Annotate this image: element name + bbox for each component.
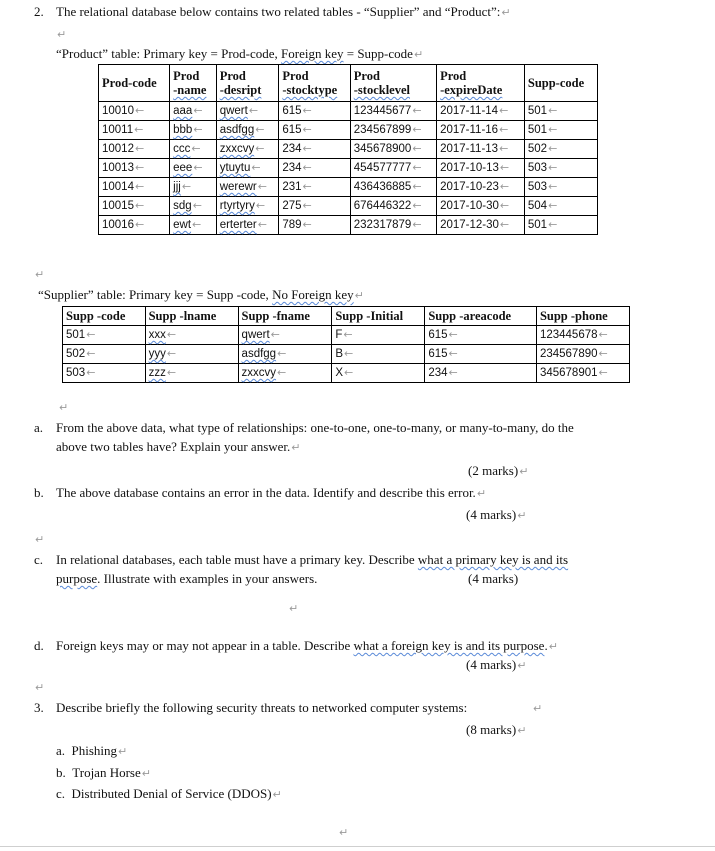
product-header-cell: Prod-code: [99, 65, 170, 102]
question-a-line2: above two tables have? Explain your answer.↵: [56, 439, 301, 454]
product-cell: 504←: [524, 197, 597, 216]
supplier-cell: asdfgg←: [238, 345, 332, 364]
supplier-cell: 345678901←: [536, 364, 629, 383]
product-cell: 615←: [279, 102, 350, 121]
question-c-marks: (4 marks): [468, 571, 519, 586]
product-cell: ewt←: [170, 216, 217, 235]
question-2-number: 2.: [34, 4, 44, 19]
question-d-letter: d.: [34, 638, 44, 653]
product-table: [98, 64, 598, 235]
supplier-cell: 502←: [63, 345, 146, 364]
product-cell: 676446322←: [350, 197, 436, 216]
blank-paragraph: ↵: [35, 681, 45, 694]
supplier-header-cell: Supp -phone: [536, 307, 629, 326]
question-b-marks: (4 marks)↵: [466, 507, 527, 522]
question-c-line2: purpose. Illustrate with examples in your answers.: [56, 571, 318, 586]
supplier-cell: X←: [332, 364, 425, 383]
question-d-line1: Foreign keys may or may not appear in a table. Describe what a foreign key is and its purpose.↵: [56, 638, 558, 653]
supplier-header-cell: Supp -Initial: [332, 307, 425, 326]
supplier-cell: xxx←: [145, 326, 238, 345]
supplier-cell: zxxcvy←: [238, 364, 332, 383]
product-cell: 234567899←: [350, 121, 436, 140]
product-cell: 234←: [279, 159, 350, 178]
product-row: [99, 197, 598, 216]
threat-item-c: c. Distributed Denial of Service (DDOS)↵: [56, 786, 282, 801]
product-cell: qwert←: [216, 102, 279, 121]
product-cell: jjj←: [170, 178, 217, 197]
product-cell: 10013←: [99, 159, 170, 178]
product-cell: 454577777←: [350, 159, 436, 178]
supplier-cell: yyy←: [145, 345, 238, 364]
product-cell: ccc←: [170, 140, 217, 159]
product-cell: 275←: [279, 197, 350, 216]
question-b-line1: The above database contains an error in the data. Identify and describe this error.↵: [56, 485, 487, 500]
product-row: [99, 178, 598, 197]
product-header-row: [99, 65, 598, 102]
question-c-line1: In relational databases, each table must have a primary key. Describe what a primary key is and its: [56, 552, 569, 567]
question-2-text: The relational database below contains two related tables - “Supplier” and “Product”:↵: [56, 4, 511, 19]
question-c-letter: c.: [34, 552, 44, 567]
product-cell: 501←: [524, 216, 597, 235]
product-cell: werewr←: [216, 178, 279, 197]
supplier-cell: 615←: [425, 345, 537, 364]
product-cell: 232317879←: [350, 216, 436, 235]
question-a-marks: (2 marks)↵: [468, 463, 529, 478]
product-cell: zxxcvy←: [216, 140, 279, 159]
product-cell: 123445677←: [350, 102, 436, 121]
product-cell: 10014←: [99, 178, 170, 197]
product-cell: erterter←: [216, 216, 279, 235]
product-cell: 2017-11-13←: [437, 140, 525, 159]
product-cell: 10010←: [99, 102, 170, 121]
blank-paragraph: ↵: [339, 826, 349, 839]
question-a-line1: From the above data, what type of relationships: one-to-one, one-to-many, or many-to-many, do the: [56, 420, 574, 435]
product-cell: 2017-10-13←: [437, 159, 525, 178]
threat-item-b: b. Trojan Horse↵: [56, 765, 151, 780]
product-cell: bbb←: [170, 121, 217, 140]
product-cell: 10012←: [99, 140, 170, 159]
paragraph-mark: ↵: [533, 702, 543, 715]
threat-item-a: a. Phishing↵: [56, 743, 128, 758]
product-header-cell: Prod -expireDate: [437, 65, 525, 102]
product-header-cell: Prod -stocklevel: [350, 65, 436, 102]
product-header-cell: Supp-code: [524, 65, 597, 102]
product-cell: aaa←: [170, 102, 217, 121]
supplier-cell: 501←: [63, 326, 146, 345]
supplier-cell: 234←: [425, 364, 537, 383]
supplier-cell: 234567890←: [536, 345, 629, 364]
question-b-letter: b.: [34, 485, 44, 500]
supplier-header-cell: Supp -fname: [238, 307, 332, 326]
product-cell: 2017-10-23←: [437, 178, 525, 197]
product-cell: asdfgg←: [216, 121, 279, 140]
blank-paragraph: ↵: [35, 268, 45, 281]
supplier-row: [63, 345, 630, 364]
supplier-cell: qwert←: [238, 326, 332, 345]
supplier-table-caption: “Supplier” table: Primary key = Supp -code, No Foreign key↵: [38, 287, 364, 302]
product-cell: 503←: [524, 159, 597, 178]
product-row: [99, 121, 598, 140]
product-cell: 10011←: [99, 121, 170, 140]
blank-paragraph: ↵: [289, 602, 299, 615]
blank-paragraph: ↵: [57, 28, 67, 41]
supplier-cell: F←: [332, 326, 425, 345]
product-cell: 231←: [279, 178, 350, 197]
product-cell: 2017-11-14←: [437, 102, 525, 121]
product-cell: rtyrtyry←: [216, 197, 279, 216]
product-header-cell: Prod -name: [170, 65, 217, 102]
product-cell: 10015←: [99, 197, 170, 216]
blank-paragraph: ↵: [35, 533, 45, 546]
product-header-cell: Prod -stocktype: [279, 65, 350, 102]
product-row: [99, 140, 598, 159]
product-cell: 345678900←: [350, 140, 436, 159]
product-cell: 2017-11-16←: [437, 121, 525, 140]
supplier-row: [63, 364, 630, 383]
product-cell: 501←: [524, 102, 597, 121]
product-table-caption: “Product” table: Primary key = Prod-code, Foreign key = Supp-code↵: [56, 46, 424, 61]
supplier-table: [62, 306, 630, 383]
product-cell: 436436885←: [350, 178, 436, 197]
product-row: [99, 216, 598, 235]
product-cell: sdg←: [170, 197, 217, 216]
product-cell: 615←: [279, 121, 350, 140]
supplier-row: [63, 326, 630, 345]
product-cell: ytuytu←: [216, 159, 279, 178]
supplier-cell: B←: [332, 345, 425, 364]
question-3-number: 3.: [34, 700, 44, 715]
product-cell: 789←: [279, 216, 350, 235]
product-cell: 503←: [524, 178, 597, 197]
product-cell: 234←: [279, 140, 350, 159]
product-cell: eee←: [170, 159, 217, 178]
question-d-marks: (4 marks)↵: [466, 657, 527, 672]
supplier-cell: 123445678←: [536, 326, 629, 345]
supplier-cell: 503←: [63, 364, 146, 383]
question-a-letter: a.: [34, 420, 44, 435]
supplier-header-cell: Supp -areacode: [425, 307, 537, 326]
blank-paragraph: ↵: [59, 401, 69, 414]
product-row: [99, 102, 598, 121]
product-row: [99, 159, 598, 178]
product-cell: 501←: [524, 121, 597, 140]
supplier-cell: zzz←: [145, 364, 238, 383]
question-3-marks: (8 marks)↵: [466, 722, 527, 737]
product-cell: 2017-12-30←: [437, 216, 525, 235]
supplier-header-row: [63, 307, 630, 326]
supplier-header-cell: Supp -lname: [145, 307, 238, 326]
product-cell: 502←: [524, 140, 597, 159]
product-cell: 2017-10-30←: [437, 197, 525, 216]
question-3-text: Describe briefly the following security threats to networked computer systems:: [56, 700, 468, 715]
page-bottom-border: [0, 846, 715, 847]
supplier-header-cell: Supp -code: [63, 307, 146, 326]
product-cell: 10016←: [99, 216, 170, 235]
supplier-cell: 615←: [425, 326, 537, 345]
product-header-cell: Prod -desript: [216, 65, 279, 102]
